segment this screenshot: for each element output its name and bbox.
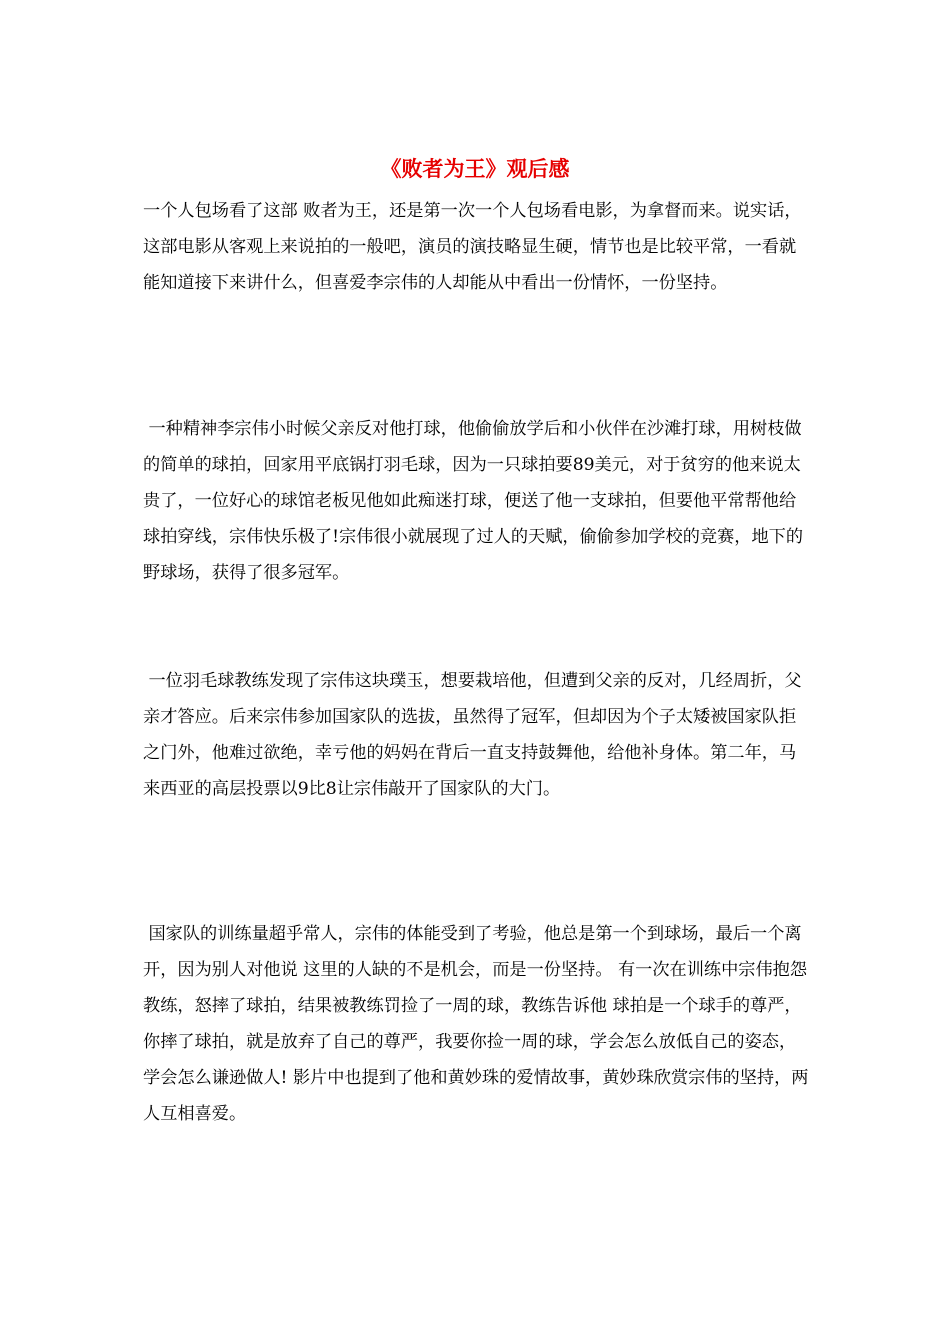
paragraph-4: 国家队的训练量超乎常人，宗伟的体能受到了考验，他总是第一个到球场，最后一个离开，因为别人对他说 这里的人缺的不是机会，而是一份坚持。 有一次在训练中宗伟抱怨教练，怒摔了球拍，结果被教练罚捡了一周的球，教练告诉他 球拍是一个球手的尊严，你摔了球拍，就是放弃了自己的尊严，我要你捡一周的球，学会怎么放低自己的姿态，学会怎么谦逊做人! 影片中也提到了他和黄妙珠的爱情故事，黄妙珠欣赏宗伟的坚持，两人互相喜爱。 xyxy=(143,924,809,1124)
paragraph-3: 一位羽毛球教练发现了宗伟这块璞玉，想要栽培他，但遭到父亲的反对，几经周折，父亲才答应。后来宗伟参加国家队的选拔，虽然得了冠军，但却因为个子太矮被国家队拒之门外，他难过欲绝，幸亏他的妈妈在背后一直支持鼓舞他，给他补身体。第二年，马来西亚的高层投票以9比8让宗伟敲开了国家队的大门。 xyxy=(143,671,802,799)
paragraph-1: 一个人包场看了这部 败者为王，还是第一次一个人包场看电影，为拿督而来。说实话，这部电影从客观上来说拍的一般吧，演员的演技略显生硬，情节也是比较平常，一看就能知道接下来讲什么，但喜爱李宗伟的人却能从中看出一份情怀，一份坚持。 xyxy=(143,201,802,293)
document-title: 《败者为王》观后感 xyxy=(380,156,570,181)
paragraph-2: 一种精神李宗伟小时候父亲反对他打球，他偷偷放学后和小伙伴在沙滩打球，用树枝做的简单的球拍，回家用平底锅打羽毛球，因为一只球拍要89美元，对于贫穷的他来说太贵了，一位好心的球馆老板见他如此痴迷打球，便送了他一支球拍，但要他平常帮他给球拍穿线，宗伟快乐极了!宗伟很小就展现了过人的天赋，偷偷参加学校的竞赛，地下的野球场，获得了很多冠军。 xyxy=(143,419,804,583)
